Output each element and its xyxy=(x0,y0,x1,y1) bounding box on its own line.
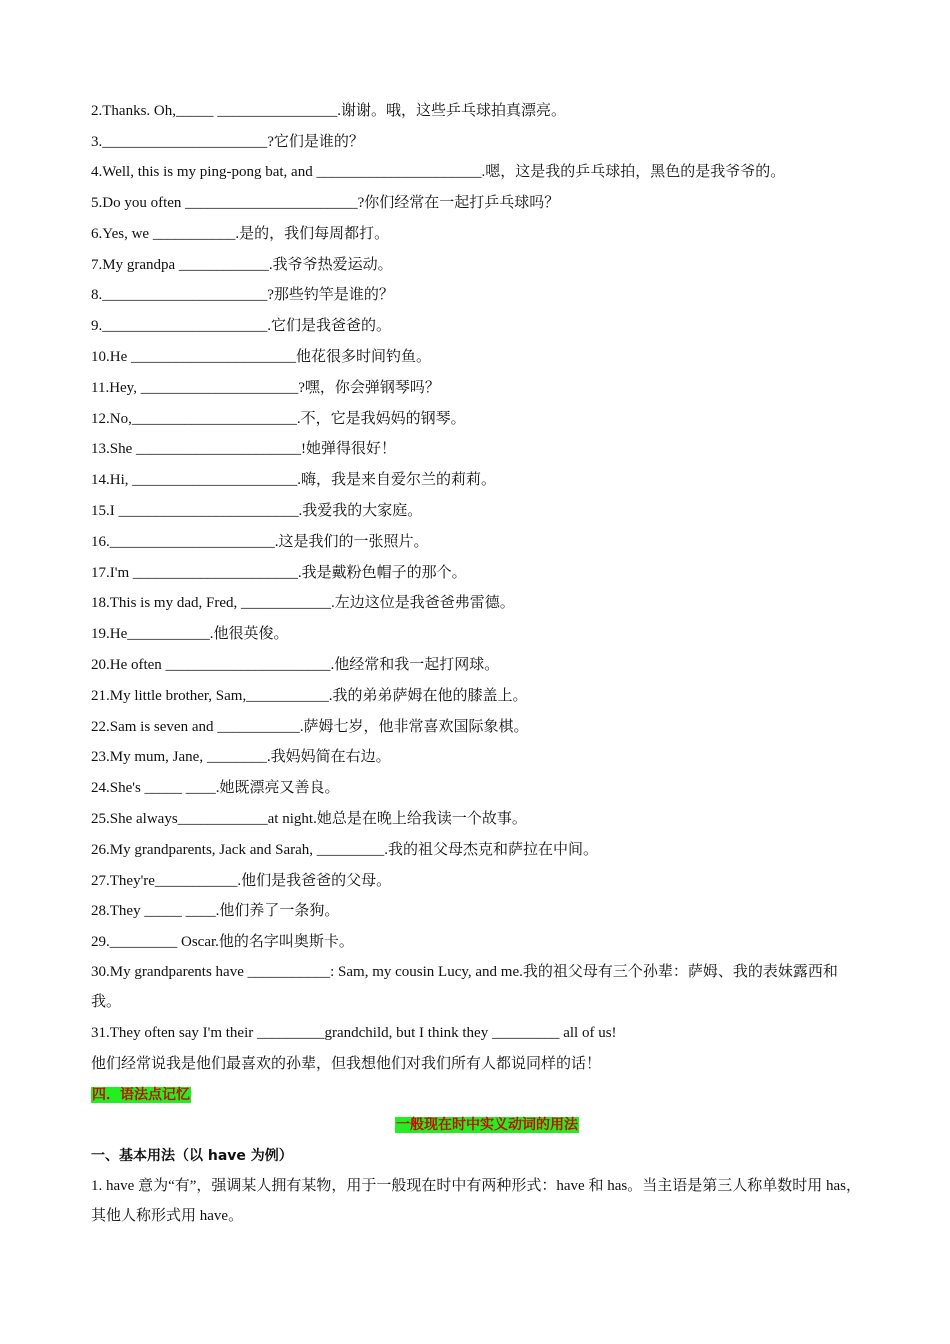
exercise-line-5: 5.Do you often _______________________?你们经常在一起打乒乓球吗？ xyxy=(91,195,560,212)
exercise-line-24: 24.She's _____ ____.她既漂亮又善良。 xyxy=(91,780,340,797)
exercise-line-12: 12.No,______________________.不，它是我妈妈的钢琴。 xyxy=(91,410,466,427)
grammar-paragraph: 1. have 意为“有”，强调某人拥有某物，用于一般现在时中有两种形式：have 和 has。当主语是第三人称单数时用 has，其他人称形式用 have。 xyxy=(91,1178,861,1224)
exercise-line-18: 18.This is my dad, Fred, ____________.左边这位是我爸爸弗雷德。 xyxy=(91,595,515,612)
exercise-line-26: 26.My grandparents, Jack and Sarah, _________.我的祖父母杰克和萨拉在中间。 xyxy=(91,841,599,858)
exercise-line-22: 22.Sam is seven and ___________.萨姆七岁，他非常喜欢国际象棋。 xyxy=(91,718,529,735)
exercise-line-11: 11.Hey, _____________________?嘿，你会弹钢琴吗？ xyxy=(91,379,440,396)
exercise-line-21: 21.My little brother, Sam,___________.我的弟弟萨姆在他的膝盖上。 xyxy=(91,687,528,704)
exercise-line-8: 8.______________________?那些钓竿是谁的？ xyxy=(91,287,394,304)
exercise-line-31-translation: 他们经常说我是他们最喜欢的孙辈，但我想他们对我们所有人都说同样的话！ xyxy=(91,1055,602,1072)
exercise-line-14: 14.Hi, ______________________.嗨，我是来自爱尔兰的莉莉。 xyxy=(91,472,497,489)
exercise-line-29: 29._________ Oscar.他的名字叫奥斯卡。 xyxy=(91,934,354,951)
exercise-line-20: 20.He often ______________________.他经常和我一起打网球。 xyxy=(91,657,500,674)
topic-title: 一般现在时中实义动词的用法 xyxy=(396,1117,578,1134)
exercise-line-16: 16.______________________.这是我们的一张照片。 xyxy=(91,533,429,550)
exercise-line-27: 27.They're___________.他们是我爸爸的父母。 xyxy=(91,872,392,889)
exercise-line-7: 7.My grandpa ____________.我爷爷热爱运动。 xyxy=(91,256,393,273)
exercise-line-23: 23.My mum, Jane, ________.我妈妈简在右边。 xyxy=(91,749,391,766)
exercise-line-19: 19.He___________.他很英俊。 xyxy=(91,626,289,643)
section-heading-row xyxy=(91,1080,861,1111)
exercise-line-15: 15.I ________________________.我爱我的大家庭。 xyxy=(91,503,423,520)
exercise-line-31: 31.They often say I'm their _________grandchild, but I think they _________ all of us! xyxy=(91,1025,617,1042)
exercise-line-28: 28.They _____ ____.他们养了一条狗。 xyxy=(91,903,340,920)
exercise-line-25: 25.She always____________at night.她总是在晚上给我读一个故事。 xyxy=(91,811,527,828)
subheading: 一、基本用法（以 have 为例） xyxy=(91,1148,293,1165)
exercise-line-13: 13.She ______________________!她弹得很好！ xyxy=(91,441,396,458)
exercise-line-6: 6.Yes, we ___________.是的，我们每周都打。 xyxy=(91,225,390,242)
topic-title-row xyxy=(91,1110,861,1141)
section-heading: 四．语法点记忆 xyxy=(92,1086,190,1103)
exercise-line-17: 17.I'm ______________________.我是戴粉色帽子的那个。 xyxy=(91,564,467,581)
exercise-line-2: 2.Thanks. Oh,_____ ________________.谢谢。哦，这些乒乓球拍真漂亮。 xyxy=(91,103,566,119)
exercise-line-4: 4.Well, this is my ping-pong bat, and ______________________.嗯，这是我的乒乓球拍，黑色的是我爷爷的。 xyxy=(91,163,786,180)
exercise-line-3: 3.______________________?它们是谁的？ xyxy=(91,133,364,150)
exercise-line-10: 10.He ______________________他花很多时间钓鱼。 xyxy=(91,349,431,366)
exercise-line-30: 30.My grandparents have ___________: Sam, my cousin Lucy, and me.我的祖父母有三个孙辈：萨姆、我的表妹露西和我。 xyxy=(91,964,838,1010)
exercise-line-9: 9.______________________.它们是我爸爸的。 xyxy=(91,318,392,335)
document-page xyxy=(91,96,861,1231)
